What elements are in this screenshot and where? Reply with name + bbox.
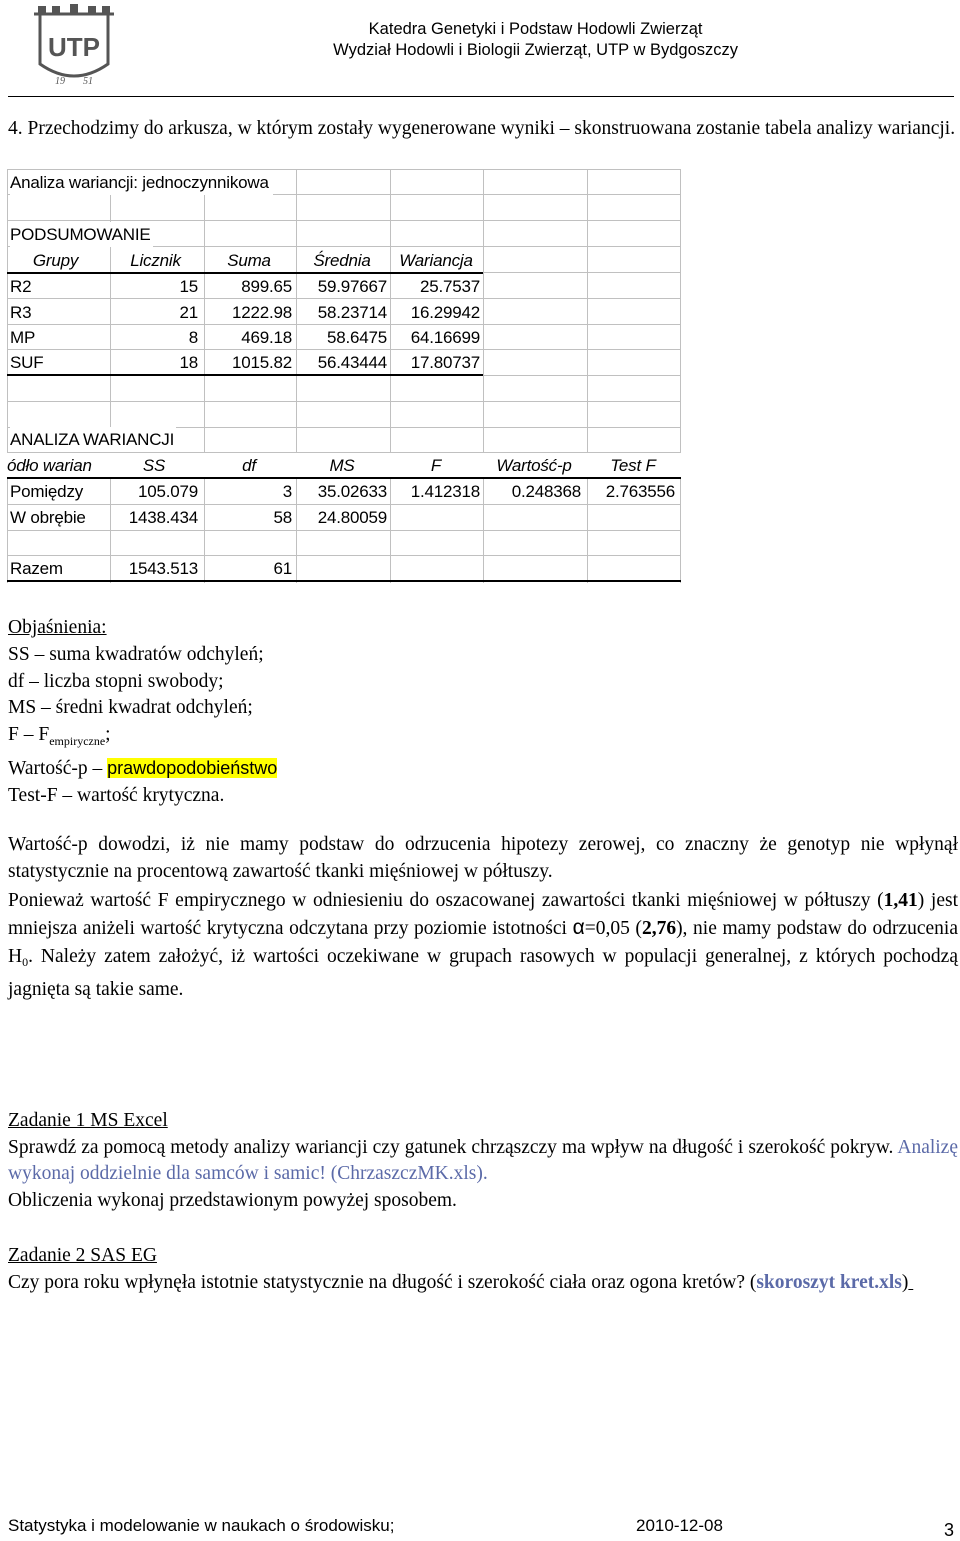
summary-row-mean: 58.23714: [317, 303, 387, 322]
explanation-ss: SS – suma kwadratów odchyleń;: [8, 643, 264, 665]
task2-title: Zadanie 2 SAS EG: [8, 1245, 157, 1266]
intro-paragraph: 4. Przechodzimy do arkusza, w którym zostały wygenerowane wyniki – skonstruowana zostanie tabela analizy wariancji.: [8, 118, 956, 139]
logo-monogram: UTP: [48, 32, 100, 62]
anova-row-ms: 35.02633: [317, 482, 387, 501]
conclusion-paragraph-1: Wartość-p dowodzi, iż nie mamy podstaw do odrzucenia hipotezy zerowej, co znaczny że genotyp nie wpłynął statystycznie na procentową zawartość tkanki mięśniowej w półtuszy.: [8, 834, 958, 882]
summary-bottom-border: [7, 374, 483, 376]
task1-title: Zadanie 1 MS Excel: [8, 1110, 168, 1131]
faculty-name: Wydział Hodowli i Biologii Zwierząt, UTP w Bydgoszczy: [333, 41, 738, 59]
anova-row-f: 1.412318: [410, 482, 480, 501]
anova-total-df: 61: [273, 559, 292, 578]
summary-row-mean: 58.6475: [326, 328, 387, 347]
summary-row-count: 18: [179, 353, 198, 372]
logo-year-right: 51: [83, 76, 93, 87]
logo-year-left: 19: [55, 76, 65, 87]
footer-date: 2010-12-08: [636, 1516, 723, 1535]
summary-row-sum: 469.18: [241, 328, 292, 347]
summary-label: PODSUMOWANIE: [10, 222, 153, 247]
page-number: 3: [944, 1520, 955, 1540]
explanations-title: Objaśnienia:: [8, 617, 107, 638]
anova-label: ANALIZA WARIANCJI: [10, 427, 176, 452]
summary-row-group: SUF: [10, 353, 44, 372]
explanation-ms: MS – średni kwadrat odchyleń;: [8, 697, 253, 719]
summary-row-group: MP: [10, 328, 36, 347]
task1-block: [8, 1108, 958, 1214]
department-name: Katedra Genetyki i Podstaw Hodowli Zwierząt: [368, 20, 703, 38]
summary-row-variance: 17.80737: [410, 353, 480, 372]
anova-bottom-border: [7, 580, 681, 582]
task2-text: Czy pora roku wpłynęła istotnie statystycznie na długość i szerokość ciała oraz ogona kretów? (skoroszyt kret.xls): [8, 1271, 909, 1293]
explanation-df: df – liczba stopni swobody;: [8, 670, 224, 692]
task2-block: [8, 1243, 958, 1296]
summary-row-group: R3: [10, 303, 32, 322]
page-footer: [8, 1516, 958, 1540]
summary-row-mean: 59.97667: [317, 277, 387, 296]
summary-header-groups: Grupy: [32, 251, 79, 270]
footer-title: Statystyka i modelowanie w naukach o środowisku;: [8, 1516, 395, 1535]
header-rule: [8, 96, 954, 97]
summary-row-variance: 16.29942: [410, 303, 480, 322]
anova-row-ss: 105.079: [137, 482, 198, 501]
anova-row-source: Pomiędzy: [10, 482, 84, 501]
highlighted-term: prawdopodobieństwo: [107, 757, 278, 778]
anova-total-label: Razem: [10, 559, 63, 578]
summary-row-group: R2: [10, 277, 32, 296]
explanation-pvalue: Wartość-p – prawdopodobieństwo: [8, 757, 278, 779]
anova-row-df: 3: [282, 482, 292, 501]
summary-row-sum: 1222.98: [231, 303, 292, 322]
summary-header-count: Licznik: [130, 251, 181, 270]
anova-header-f: F: [430, 456, 442, 475]
summary-row-variance: 64.16699: [410, 328, 480, 347]
anova-header-source: ódło warian: [7, 456, 92, 475]
anova-row-ms: 24.80059: [317, 508, 387, 527]
summary-row-count: 15: [179, 277, 198, 296]
anova-total-ss: 1543.513: [128, 559, 198, 578]
spreadsheet-excerpt: [7, 169, 681, 583]
summary-row-mean: 56.43444: [317, 353, 387, 372]
university-logo: [30, 4, 118, 90]
task1-instruction: Obliczenia wykonaj przedstawionym powyżej sposobem.: [8, 1189, 457, 1211]
anova-row-ss: 1438.434: [128, 508, 198, 527]
summary-header-variance: Wariancja: [399, 251, 473, 270]
summary-header-mean: Średnia: [313, 251, 371, 270]
anova-header-df: df: [242, 456, 256, 475]
summary-row-sum: 1015.82: [231, 353, 292, 372]
anova-row-df: 58: [273, 508, 292, 527]
sheet-title: Analiza wariancji: jednoczynnikowa: [10, 170, 273, 195]
summary-header-sum: Suma: [227, 251, 271, 270]
page-header: [0, 0, 960, 100]
task1-note: Analizę wykonaj oddzielnie dla samców i samic! (ChrzaszczMK.xls).: [8, 1136, 958, 1184]
explanation-f: F – $F_{empiryczne}$;: [8, 724, 111, 749]
summary-row-count: 21: [179, 303, 198, 322]
anova-header-pvalue: Wartość-p: [496, 456, 572, 475]
anova-header-ms: MS: [329, 456, 355, 475]
summary-row-variance: 25.7537: [419, 277, 480, 296]
header-text: [333, 19, 738, 61]
explanations-block: [8, 615, 958, 810]
explanation-testf: Test-F – wartość krytyczna.: [8, 784, 225, 806]
anova-row-source: W obrębie: [10, 508, 86, 527]
summary-row-sum: 899.65: [241, 277, 292, 296]
anova-row-pvalue: 0.248368: [511, 482, 581, 501]
conclusion-paragraph-2: Ponieważ wartość F empirycznego w odniesieniu do oszacowanej zawartości tkanki mięśniowej w półtuszy (1,41) jest mniejsza aniżeli wartość krytyczna odczytana przy poziomie istotności α=0,05 (2,76), nie mamy podstaw do odrzucenia $H_0$. Należy zatem założyć, iż wartości oczekiwane w grupach rasowych w populacji generalnej, z których pochodzą jagnięta są takie same.: [8, 890, 958, 1000]
anova-header-testf: Test F: [610, 456, 656, 475]
task2-file-link[interactable]: skoroszyt kret.xls: [756, 1271, 902, 1293]
anova-row-testf: 2.763556: [605, 482, 675, 501]
summary-row-count: 8: [188, 328, 198, 347]
task1-text: Sprawdź za pomocą metody analizy wariancji czy gatunek chrząszczy ma wpływ na długość i szerokość pokryw. Analizę wykonaj oddzielnie dla samców i samic! (ChrzaszczMK.xls).: [8, 1136, 958, 1184]
anova-header-ss: SS: [142, 456, 166, 475]
